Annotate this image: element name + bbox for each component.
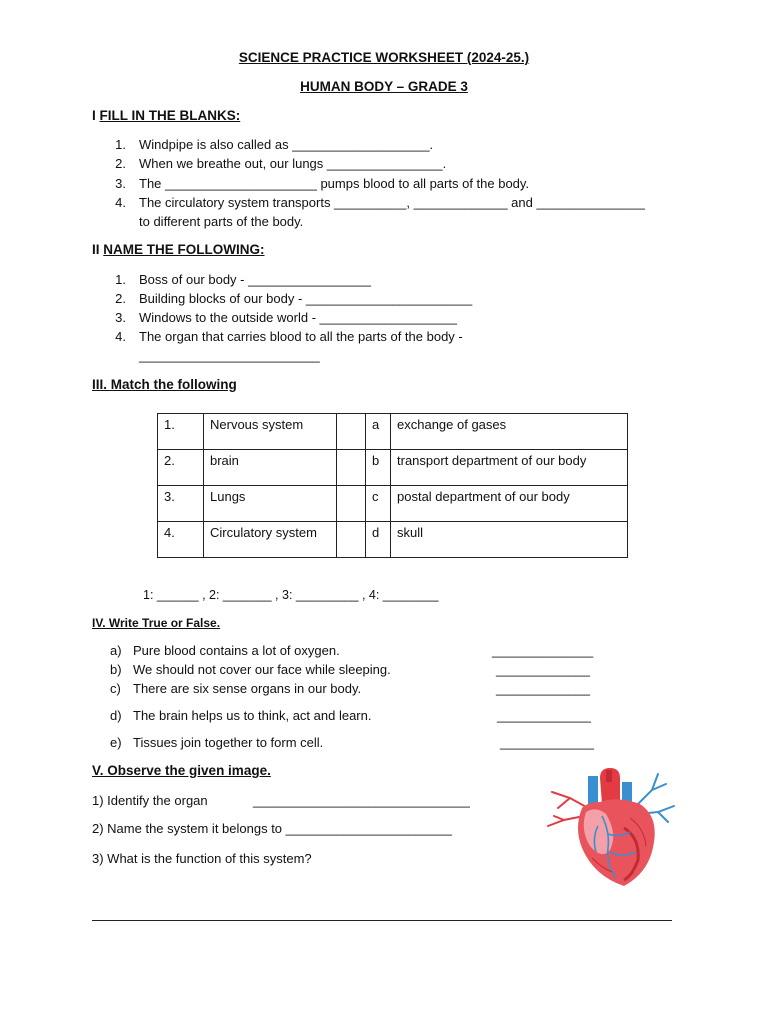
true-false-label: d): [110, 708, 122, 723]
fill-blank-item: Windpipe is also called as ___________________.: [139, 137, 434, 152]
worksheet-title: SCIENCE PRACTICE WORKSHEET (2024-25.): [238, 50, 530, 65]
name-item: The organ that carries blood to all the parts of the body -: [139, 329, 463, 344]
list-item-number: 2.: [115, 291, 126, 306]
list-item-number: 4.: [115, 195, 126, 210]
match-answer-line: 1: ______ , 2: _______ , 3: _________ , 4: ________: [143, 588, 439, 602]
match-number: 4.: [158, 522, 204, 558]
match-right-term: skull: [391, 522, 628, 558]
list-item-number: 4.: [115, 329, 126, 344]
match-letter: c: [366, 486, 391, 522]
match-blank-cell: [337, 486, 366, 522]
answer-line: [92, 920, 672, 921]
list-item-number: 2.: [115, 156, 126, 171]
section2-heading: [92, 242, 265, 257]
list-item-number: 1.: [115, 137, 126, 152]
table-row: [158, 414, 628, 450]
name-item: Boss of our body - _________________: [139, 272, 372, 287]
true-false-statement: The brain helps us to think, act and learn.: [133, 708, 372, 723]
table-row: [158, 450, 628, 486]
table-row: [158, 486, 628, 522]
section2-prefix: II: [92, 242, 104, 257]
fill-blank-item: The _____________________ pumps blood to all parts of the body.: [139, 176, 530, 191]
match-number: 2.: [158, 450, 204, 486]
table-row: [158, 522, 628, 558]
true-false-blank: _____________: [497, 708, 591, 723]
human-heart-illustration-icon: [540, 768, 680, 890]
match-letter: b: [366, 450, 391, 486]
true-false-statement: Tissues join together to form cell.: [133, 735, 324, 750]
name-item: Building blocks of our body - _______________________: [139, 291, 473, 306]
match-left-term: brain: [204, 450, 337, 486]
match-left-term: Nervous system: [204, 414, 337, 450]
match-right-term: transport department of our body: [391, 450, 628, 486]
match-number: 1.: [158, 414, 204, 450]
true-false-label: e): [110, 735, 122, 750]
match-right-term: exchange of gases: [391, 414, 628, 450]
match-left-term: Circulatory system: [204, 522, 337, 558]
true-false-label: b): [110, 662, 122, 677]
question-identify-organ-blank: ______________________________: [253, 793, 470, 808]
match-left-term: Lungs: [204, 486, 337, 522]
list-item-number: 3.: [115, 176, 126, 191]
fill-blank-item: The circulatory system transports __________, _____________ and _______________: [139, 195, 645, 210]
question-system-function: 3) What is the function of this system?: [92, 851, 312, 866]
section1-heading: [92, 108, 240, 123]
section2-title: NAME THE FOLLOWING:: [103, 242, 265, 257]
question-identify-organ: 1) Identify the organ: [92, 793, 208, 808]
match-number: 3.: [158, 486, 204, 522]
match-blank-cell: [337, 414, 366, 450]
fill-blank-item: When we breathe out, our lungs ________________.: [139, 156, 447, 171]
true-false-blank: _____________: [500, 735, 594, 750]
true-false-label: c): [110, 681, 121, 696]
section3-heading: III. Match the following: [92, 377, 237, 392]
true-false-statement: Pure blood contains a lot of oxygen.: [133, 643, 340, 658]
name-item-continued: _________________________: [139, 348, 320, 363]
section4-heading: IV. Write True or False.: [92, 616, 221, 630]
question-name-system: 2) Name the system it belongs to _______________________: [92, 821, 452, 836]
match-letter: a: [366, 414, 391, 450]
match-table: [157, 413, 628, 558]
section1-prefix: I: [92, 108, 100, 123]
true-false-statement: We should not cover our face while sleeping.: [133, 662, 391, 677]
name-item: Windows to the outside world - ___________________: [139, 310, 458, 325]
fill-blank-item-continued: to different parts of the body.: [139, 214, 304, 229]
true-false-blank: _____________: [496, 662, 590, 677]
true-false-blank: _____________: [496, 681, 590, 696]
section5-heading: V. Observe the given image.: [92, 763, 271, 778]
true-false-blank: ______________: [492, 643, 594, 658]
match-letter: d: [366, 522, 391, 558]
section1-title: FILL IN THE BLANKS:: [99, 108, 241, 123]
worksheet-subtitle: HUMAN BODY – GRADE 3: [300, 79, 468, 94]
match-right-term: postal department of our body: [391, 486, 628, 522]
list-item-number: 3.: [115, 310, 126, 325]
true-false-label: a): [110, 643, 122, 658]
list-item-number: 1.: [115, 272, 126, 287]
true-false-statement: There are six sense organs in our body.: [133, 681, 362, 696]
match-blank-cell: [337, 522, 366, 558]
match-blank-cell: [337, 450, 366, 486]
